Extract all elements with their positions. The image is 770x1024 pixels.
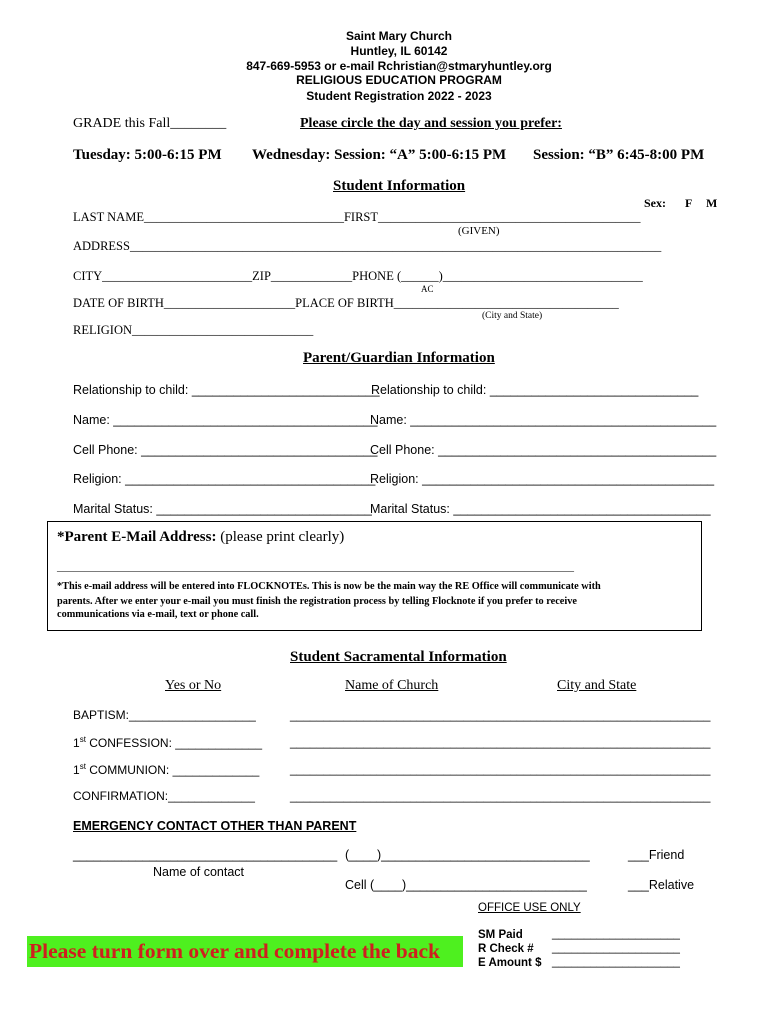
communion-number: 1 [73, 763, 80, 777]
grade-field[interactable]: GRADE this Fall________ [73, 116, 227, 131]
program-title: RELIGIOUS EDUCATION PROGRAM [296, 73, 502, 87]
parent-info-title: Parent/Guardian Information [303, 350, 495, 366]
office-use-title: OFFICE USE ONLY [478, 902, 581, 914]
confession-label: CONFESSION: _____________ [85, 736, 263, 750]
church-contact: 847-669-5953 or e-mail Rchristian@stmaryhuntley.org [246, 59, 552, 73]
emergency-name-field[interactable]: ______________________________________ [73, 848, 338, 862]
parent1-cell[interactable]: Cell Phone: __________________________________ [73, 443, 378, 457]
church-city: Huntley, IL 60142 [350, 44, 448, 58]
communion-ordinal: st [79, 762, 86, 771]
session-prompt: Please circle the day and session you prefer: [300, 116, 562, 131]
address-field[interactable]: ADDRESS_____________________________________________________________________________________ [73, 239, 662, 253]
parent1-religion[interactable]: Religion: ____________________________________ [73, 472, 376, 486]
city-state-hint: (City and State) [482, 311, 543, 321]
registration-title: Student Registration 2022 - 2023 [306, 89, 492, 103]
amount-label: E Amount $ [478, 957, 542, 969]
birth-field[interactable]: DATE OF BIRTH_____________________PLACE OF BIRTH____________________________________ [73, 296, 619, 310]
col-city-state: City and State [557, 678, 637, 693]
emergency-title: EMERGENCY CONTACT OTHER THAN PARENT [73, 819, 357, 833]
baptism-field[interactable]: BAPTISM:___________________ [73, 708, 256, 722]
email-hint: (please print clearly) [216, 529, 345, 545]
friend-option[interactable]: ___Friend [628, 848, 685, 862]
sm-paid-label: SM Paid [478, 929, 523, 941]
sacramental-title: Student Sacramental Information [290, 649, 507, 665]
confession-field[interactable] [73, 735, 262, 750]
parent2-relationship[interactable]: Relationship to child: ______________________________ [371, 383, 699, 397]
session-tuesday[interactable]: Tuesday: 5:00-6:15 PM [73, 147, 222, 163]
given-hint: (GIVEN) [458, 225, 500, 237]
church-name: Saint Mary Church [345, 29, 453, 43]
emergency-name-label: Name of contact [153, 865, 245, 879]
email-label: *Parent E-Mail Address: [57, 529, 217, 545]
email-note-2: parents. After we enter your e-mail you must finish the registration process by telling Flocknote if you prefer to receive [57, 596, 577, 607]
turn-over-text: Please turn form over and complete the back [29, 939, 441, 963]
check-label: R Check # [478, 943, 534, 955]
email-label-row [57, 529, 344, 546]
baptism-church-field[interactable]: _______________________________________________________________ [290, 708, 711, 722]
amount-field[interactable]: ____________________ [552, 956, 680, 968]
city-zip-phone-field[interactable]: CITY________________________ZIP_____________PHONE (______)________________________________ [73, 269, 643, 283]
parent1-relationship[interactable]: Relationship to child: ___________________________ [73, 383, 380, 397]
session-wednesday-b[interactable]: Session: “B” 6:45-8:00 PM [533, 147, 705, 163]
religion-field[interactable]: RELIGION_____________________________ [73, 323, 314, 337]
confirmation-church-field[interactable]: _______________________________________________________________ [290, 789, 711, 803]
session-wednesday-a[interactable]: Wednesday: Session: “A” 5:00-6:15 PM [252, 147, 507, 163]
turn-over-banner [27, 936, 463, 967]
student-info-title: Student Information [333, 178, 466, 194]
confession-church-field[interactable]: _______________________________________________________________ [290, 735, 711, 749]
confession-number: 1 [73, 736, 80, 750]
area-code-hint: AC [421, 284, 434, 294]
parent2-religion[interactable]: Religion: __________________________________________ [370, 472, 715, 486]
confirmation-field[interactable]: CONFIRMATION:_____________ [73, 789, 255, 803]
email-field[interactable]: ______________________________________________________________________________________________ [57, 561, 574, 573]
email-note-3: communications via e-mail, text or phone call. [57, 609, 259, 620]
sm-paid-field[interactable]: ____________________ [552, 928, 680, 940]
parent1-marital-status[interactable]: Marital Status: _______________________________ [73, 502, 372, 516]
col-church-name: Name of Church [345, 678, 439, 693]
communion-field[interactable] [73, 762, 259, 777]
sex-f-option[interactable]: F [685, 196, 693, 210]
parent2-marital-status[interactable]: Marital Status: _____________________________________ [370, 502, 711, 516]
sex-label: Sex: [644, 196, 666, 210]
parent1-name[interactable]: Name: ______________________________________ [73, 413, 378, 427]
communion-label: COMMUNION: _____________ [85, 763, 260, 777]
confession-ordinal: st [79, 735, 86, 744]
name-field[interactable]: LAST NAME________________________________FIRST__________________________________________ [73, 210, 641, 224]
col-yes-no: Yes or No [165, 678, 222, 693]
relative-option[interactable]: ___Relative [628, 878, 695, 892]
emergency-cell-field[interactable]: Cell (____)__________________________ [345, 878, 587, 892]
communion-church-field[interactable]: _______________________________________________________________ [290, 762, 711, 776]
email-note-1: *This e-mail address will be entered into FLOCKNOTEs. This is now be the main way the RE Office will communicate with [57, 581, 601, 592]
parent2-name[interactable]: Name: ____________________________________________ [370, 413, 717, 427]
parent2-cell[interactable]: Cell Phone: ________________________________________ [370, 443, 717, 457]
check-field[interactable]: ____________________ [552, 942, 680, 954]
sex-m-option[interactable]: M [706, 196, 718, 210]
emergency-phone-field[interactable]: (____)______________________________ [345, 848, 590, 862]
